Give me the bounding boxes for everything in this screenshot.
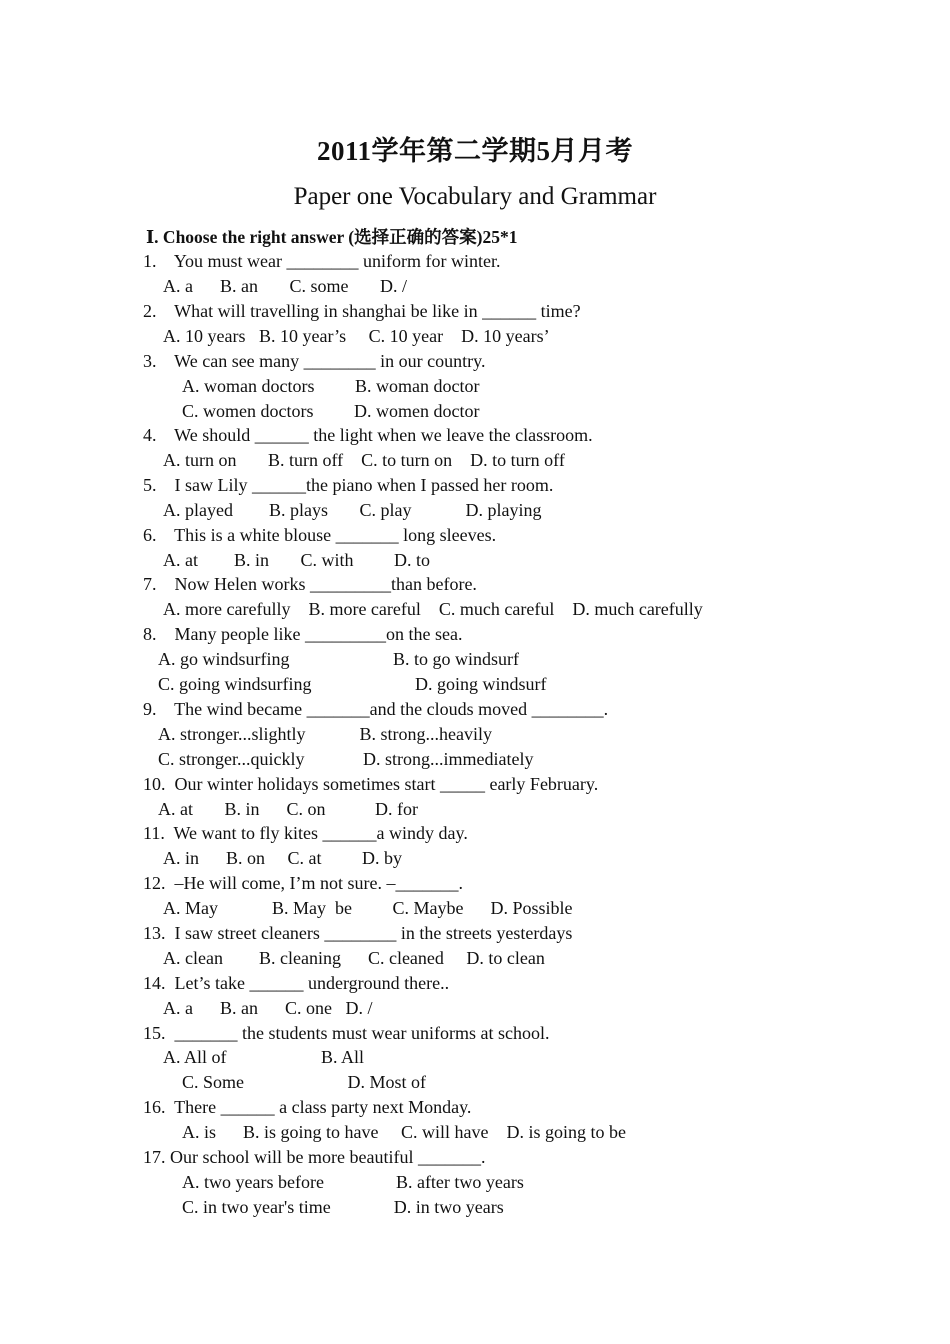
question-11: 11. We want to fly kites ______a windy day. [143,823,468,843]
options-14: A. a B. an C. one D. / [163,998,373,1018]
question-6: 6. This is a white blouse _______ long sleeves. [143,525,497,545]
question-3: 3. We can see many ________ in our country. [143,351,486,371]
section-heading: Ⅰ. Choose the right answer (选择正确的答案)25*1 [146,227,518,247]
options-8b: C. going windsurfing D. going windsurf [158,674,547,694]
paper-subtitle: Paper one Vocabulary and Grammar [293,183,657,210]
options-15b: C. Some D. Most of [182,1072,427,1092]
question-17: 17. Our school will be more beautiful _______. [143,1147,486,1167]
question-14: 14. Let’s take ______ underground there.. [143,973,450,993]
question-16: 16. There ______ a class party next Monday. [143,1097,472,1117]
question-1: 1. You must wear ________ uniform for winter. [143,251,501,271]
options-1: A. a B. an C. some D. / [163,276,407,296]
question-8: 8. Many people like _________on the sea. [143,624,463,644]
question-10: 10. Our winter holidays sometimes start _____ early February. [143,774,599,794]
options-10: A. at B. in C. on D. for [158,799,418,819]
options-3a: A. woman doctors B. woman doctor [182,376,480,396]
options-17b: C. in two year's time D. in two years [182,1197,504,1217]
question-12: 12. –He will come, I’m not sure. –_______. [143,873,463,893]
question-13: 13. I saw street cleaners ________ in the streets yesterdays [143,923,573,943]
options-9b: C. stronger...quickly D. strong...immediately [158,749,534,769]
question-5: 5. I saw Lily ______the piano when I passed her room. [143,475,554,495]
options-7: A. more carefully B. more careful C. much careful D. much carefully [163,599,703,619]
options-11: A. in B. on C. at D. by [163,848,403,868]
options-4: A. turn on B. turn off C. to turn on D. to turn off [163,450,565,470]
question-15: 15. _______ the students must wear uniforms at school. [143,1023,550,1043]
options-15a: A. All of B. All [163,1047,365,1067]
options-9a: A. stronger...slightly B. strong...heavily [158,724,492,744]
options-13: A. clean B. cleaning C. cleaned D. to clean [163,948,545,968]
options-16: A. is B. is going to have C. will have D. is going to be [182,1122,626,1142]
question-2: 2. What will travelling in shanghai be like in ______ time? [143,301,581,321]
options-8a: A. go windsurfing B. to go windsurf [158,649,519,669]
options-6: A. at B. in C. with D. to [163,550,431,570]
page-title: 2011学年第二学期5月月考 [316,136,633,166]
options-12: A. May B. May be C. Maybe D. Possible [163,898,573,918]
options-2: A. 10 years B. 10 year’s C. 10 year D. 10 years’ [163,326,550,346]
options-17a: A. two years before B. after two years [182,1172,524,1192]
question-4: 4. We should ______ the light when we leave the classroom. [143,425,593,445]
question-7: 7. Now Helen works _________than before. [143,574,477,594]
options-3b: C. women doctors D. women doctor [182,401,480,421]
question-9: 9. The wind became _______and the clouds moved ________. [143,699,609,719]
options-5: A. played B. plays C. play D. playing [163,500,542,520]
